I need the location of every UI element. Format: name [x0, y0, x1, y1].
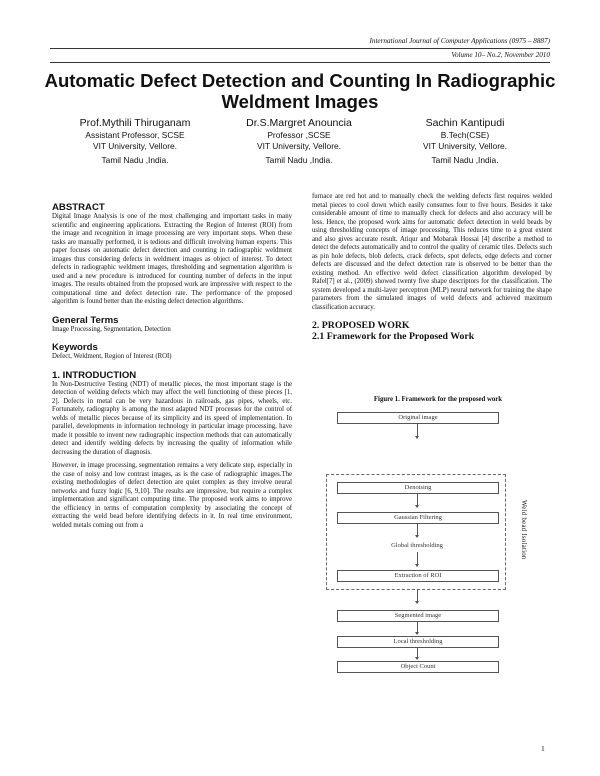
author-affiliation: VIT University, Vellore. — [423, 140, 507, 151]
paper-title: Automatic Defect Detection and Counting In Radiographic Weldment Images — [44, 70, 556, 112]
section-2-1-heading: 2.1 Framework for the Proposed Work — [312, 331, 475, 342]
author-block — [214, 117, 384, 166]
author-role: Assistant Professor, SCSE — [85, 130, 185, 140]
author-block — [50, 117, 220, 166]
author-location: Tamil Nadu ,India. — [431, 155, 499, 165]
author-affiliation: VIT University, Vellore. — [257, 140, 341, 151]
author-location: Tamil Nadu ,India. — [265, 155, 333, 165]
author-block — [380, 117, 550, 166]
flow-step-global-thresholding: Global thresholding — [391, 542, 443, 549]
weld-bead-isolation-label: Weld bead Isolation — [520, 500, 528, 560]
right-column-paragraph: furnace are red hot and to manually check the welding defects first requires welded metal pieces to cool down which easily consumes four to five hours. Besides it take considerable amount of time to manually check for defects and also accuracy will be less. Hence, the proposed work aims for automatic defect detection in weld beads by using thresholding concepts of image processing. This reduces time to a great extent and also gives accurate result. Atiqur and Mobarak Hossai [4] describe a method to detect the defects automatically and to control the quality of ceramic tiles. Defects such as pin hole defects, blob defects, crack defects, spot defects, edge defects and corner defects are discussed and the defect detection rate is observed to be better than the existing method. An effective weld defect classification algorithm developed by Rafel[7] et al., (2009) showed twenty five shape descriptors for the classification. The system developed a multi-layer perceptron (MLP) neural network for training the shape parameters from the simulated images of weld defects and achieved maximum classification accuracy. — [312, 193, 552, 311]
flow-step-object-count: Object Count — [337, 661, 499, 673]
flow-arrow — [417, 621, 418, 634]
left-column — [52, 202, 292, 530]
introduction-paragraph-1: In Non-Destructive Testing (NDT) of metallic pieces, the most important stage is the detection of welding defects which may affect the well functioning of these pieces [1, 2]. Defects in metal can be very hazardous in railroads, gas pipes, wheels, etc. Fortunately, radiography is among the most adapted NDT processes for the control of welds of metallic pieces because of its simplicity and its speed of implementation. In parallel, developments in information technology in particular image processing, have made it possible to invent new radiographic inspection methods that can automatically detect and identify welding defects by increasing the quality of information while decreasing the duration of diagnosis. — [52, 380, 292, 456]
header-rule — [50, 48, 550, 49]
flow-arrow — [417, 647, 418, 659]
volume-header: Volume 10– No.2, November 2010 — [451, 51, 550, 59]
figure-caption: Figure 1. Framework for the proposed work — [373, 396, 503, 403]
flow-arrow — [417, 423, 418, 438]
author-role: B.Tech(CSE) — [440, 130, 490, 140]
flow-step-gaussian-filtering: Gaussian Filtering — [337, 512, 499, 524]
header-rule-2 — [50, 62, 550, 63]
right-column — [312, 193, 552, 342]
page-number: 1 — [541, 744, 545, 753]
general-terms-heading: General Terms — [52, 314, 119, 326]
author-role: Professor ,SCSE — [267, 130, 331, 140]
author-name: Prof.Mythili Thiruganam — [79, 117, 191, 129]
introduction-paragraph-2: However, in image processing, segmentation remains a very delicate step, especially in the case of noisy and low contrast images, as is the case of radiographic images.The existing methodologies of defect detection are quiet complex as they involve neural networks and fuzzy logic [6, 9,10]. The results are impressive, but require a complex implementation and significant computing time. The proposed work aims to improve the efficiency in terms of computation complexity by associating the concept of extracting the weld bead before identifying defects in it. In real time environment, welded metals coming out from a — [52, 462, 292, 529]
flow-step-extraction-of-roi: Extraction of ROI — [337, 570, 499, 582]
abstract-heading: ABSTRACT — [52, 202, 105, 213]
abstract-text: Digital Image Analysis is one of the most challenging and important tasks in many scientific and engineering applications. Extracting the Region of Interest (ROI) from the image and recognition in image processing are very important steps. When these tasks are manually performed, it is tedious and difficult involving human experts. This paper focuses on automatic defect detection and counting in radiographic weldment images thus considering defects in weldment images as object of interest. To detect defects in radiographic weldment images, thresholding and segmentation algorithm is used and a new procedure is introduced for counting number of defects in the input images. The results obtained from the proposed work are impressive with respect to the computational time and defect detection rate. The performance of the proposed algorithm is found better than the existing defect detection algorithms. — [52, 213, 292, 305]
author-location: Tamil Nadu ,India. — [101, 155, 169, 165]
flow-arrow — [417, 552, 418, 566]
author-affiliation: VIT University, Vellore. — [93, 140, 177, 151]
introduction-heading: 1. INTRODUCTION — [52, 369, 137, 381]
keywords-heading: Keywords — [52, 342, 98, 353]
journal-header: International Journal of Computer Applications (0975 – 8887) — [369, 37, 550, 45]
author-name: Dr.S.Margret Anouncia — [246, 117, 352, 129]
flow-arrow — [417, 523, 418, 537]
author-name: Sachin Kantipudi — [425, 117, 505, 129]
section-2-heading: 2. PROPOSED WORK — [312, 320, 410, 331]
keywords-text: Defect, Weldment, Region of Interest (ROI) — [52, 353, 172, 360]
flow-step-segmented-image: Segmented image — [337, 610, 499, 622]
flow-step-denoising: Denoising — [337, 482, 499, 494]
general-terms-text: Image Processing, Segmentation, Detection — [52, 325, 171, 333]
flow-step-original-image: Original image — [337, 412, 499, 424]
flow-arrow — [417, 589, 418, 603]
flow-step-local-thresholding: Local thresholding — [337, 636, 499, 648]
flow-arrow — [417, 493, 418, 507]
